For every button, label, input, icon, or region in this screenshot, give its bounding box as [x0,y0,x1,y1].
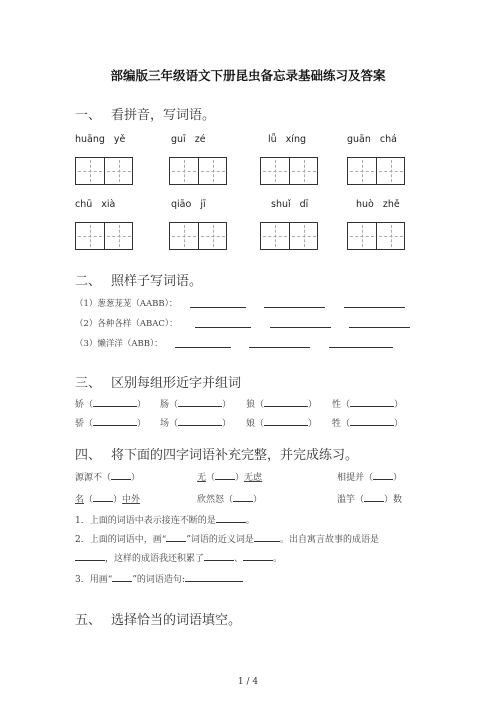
answer-blank[interactable] [178,397,222,407]
char-group [246,416,317,429]
idiom-text: ） [131,473,141,483]
pinyin-gui-ze: guī zé [171,134,206,145]
idiom-text: （ [84,495,94,505]
answer-blank[interactable] [75,551,105,561]
question-text: 。出自寓言故事的成语是 [279,535,379,545]
writing-box[interactable] [169,222,227,250]
char-label: 场（ [160,419,179,429]
section-5-number: 五、 [75,613,102,628]
pinyin-qiao-ji: qiāo jī [171,199,206,210]
question-text: 。 [245,516,255,526]
char-group [332,416,403,429]
paren-close: ） [137,419,147,429]
writing-box[interactable] [75,222,133,250]
answer-blank[interactable] [264,416,308,426]
question-2-cont [75,551,282,564]
pinyin-guan-cha: guān chá [347,134,397,145]
pattern-item-aabb: （1）葱葱茏茏（AABB）： [75,299,178,309]
writing-box[interactable] [347,157,405,185]
answer-blank[interactable] [329,347,393,348]
question-text: 2．上面的词语中，画“ [75,535,167,545]
idiom-text: ） [235,473,245,483]
question-text: 、 [234,554,244,564]
pinyin-row-2 [75,199,425,213]
section-4-title: 将下面的四字词语补充完整，并完成练习。 [111,448,359,463]
answer-blank[interactable] [364,492,384,502]
char-group [160,416,231,429]
answer-blank[interactable] [175,347,231,348]
idiom-text: 相提并（ [337,473,374,483]
idiom-text: ） [393,473,403,483]
char-group [75,397,146,410]
page-number: 1 / 4 [237,677,259,687]
char-group [332,397,403,410]
paren-close: ） [394,419,404,429]
answer-blank[interactable] [254,532,280,542]
underline-sample [166,532,186,542]
idiom-wu-you-wu-lv [197,470,262,483]
char-label: 牲（ [332,419,351,429]
idiom-text: 源源不（ [75,473,112,483]
char-label: 骄（ [75,419,94,429]
idiom-text: 名 [75,495,85,505]
idiom-ming-wen-zhong-wai [75,492,140,505]
answer-blank[interactable] [178,416,222,426]
char-group [160,397,231,410]
section-2-heading [75,270,202,289]
answer-blank[interactable] [93,492,113,502]
answer-blank[interactable] [185,572,243,582]
answer-blank[interactable] [190,307,246,308]
char-label: 狼（ [246,400,265,410]
section-3-title: 区别每组形近字并组词 [111,376,242,391]
idiom-text: 中外 [122,495,141,505]
writing-box[interactable] [260,222,318,250]
answer-blank[interactable] [349,327,410,328]
question-text: 1．上面的词语中表示接连不断的是 [75,516,216,526]
char-label: 娘（ [246,419,265,429]
idiom-yuan-yuan-bu-duan [75,470,140,483]
question-text: 3．用画“ [75,575,113,585]
answer-blank[interactable] [215,470,235,480]
answer-blank[interactable] [264,307,325,308]
pinyin-chu-xia: chū xià [75,199,116,210]
idiom-text: 滥竽（ [337,495,365,505]
pattern-item-abac: （2）各种各样（ABAC）： [75,319,178,329]
answer-blank[interactable] [344,307,405,308]
section-4-number: 四、 [75,448,102,463]
question-text: 。 [273,554,283,564]
idiom-lan-yu-chong-shu [337,492,402,505]
section-2-number: 二、 [75,274,102,289]
pinyin-huo-zhe: huò zhě [356,199,400,210]
writing-box[interactable] [260,157,318,185]
char-label: 性（ [332,400,351,410]
section-1-heading [75,104,215,123]
pattern-item-abb: （3）懒洋洋（ABB）： [75,339,163,349]
question-3 [75,572,243,585]
paren-close: ） [308,400,318,410]
answer-blank[interactable] [249,347,310,348]
pinyin-huang-ye: huāng yě [75,134,126,145]
idiom-xin-ran-nu-fang [197,492,262,505]
pinyin-shui-di: shuǐ dī [271,199,309,210]
idiom-text: （ [206,473,216,483]
question-1 [75,513,255,526]
document-title: 部编版三年级语文下册昆虫备忘录基础练习及答案 [110,68,386,83]
pinyin-row-1 [75,134,425,148]
answer-blank[interactable] [93,416,137,426]
idiom-text: 无 [197,473,207,483]
idiom-text: ）数 [384,495,403,505]
idiom-text: ） [253,495,263,505]
idiom-text: 无虑 [244,473,263,483]
answer-blank[interactable] [373,470,393,480]
question-text: ，这样的成语我还积累了 [105,554,205,564]
writing-box[interactable] [347,222,405,250]
paren-close: ） [394,400,404,410]
char-group [75,416,146,429]
answer-blank[interactable] [350,397,394,407]
paren-close: ） [308,419,318,429]
writing-box[interactable] [75,157,133,185]
section-5-title: 选择恰当的词语填空。 [111,613,242,628]
idiom-text: ） [113,495,123,505]
question-text: ”的词语造句: [132,575,185,585]
paren-close: ） [222,419,232,429]
writing-box[interactable] [169,157,227,185]
section-2-title: 照样子写词语。 [111,274,203,289]
answer-blank[interactable] [216,513,246,523]
section-5-heading [75,609,241,628]
paren-close: ） [137,400,147,410]
answer-blank[interactable] [111,470,131,480]
section-3-number: 三、 [75,376,102,391]
char-group [246,397,317,410]
section-4-heading [75,444,358,463]
idiom-text: 欣然怒（ [197,495,234,505]
answer-blank[interactable] [233,492,253,502]
underline-sample [112,572,132,582]
section-1-title: 看拼音，写词语。 [111,108,216,123]
question-text: ”词语的近义词是 [186,535,254,545]
answer-blank[interactable] [93,397,137,407]
answer-blank[interactable] [243,551,273,561]
idiom-xiang-ti-bing-lun [337,470,402,483]
question-2 [75,532,379,545]
section-1-number: 一、 [75,108,102,123]
char-label: 肠（ [160,400,179,410]
paren-close: ） [222,400,232,410]
answer-blank[interactable] [195,327,251,328]
answer-blank[interactable] [270,327,331,328]
writing-box-row-1 [75,157,425,187]
char-label: 娇（ [75,400,94,410]
writing-box-row-2 [75,222,425,252]
answer-blank[interactable] [204,551,234,561]
section-3-heading [75,372,241,391]
answer-blank[interactable] [350,416,394,426]
pinyin-lv-xing: lǚ xíng [268,134,306,145]
answer-blank[interactable] [264,397,308,407]
